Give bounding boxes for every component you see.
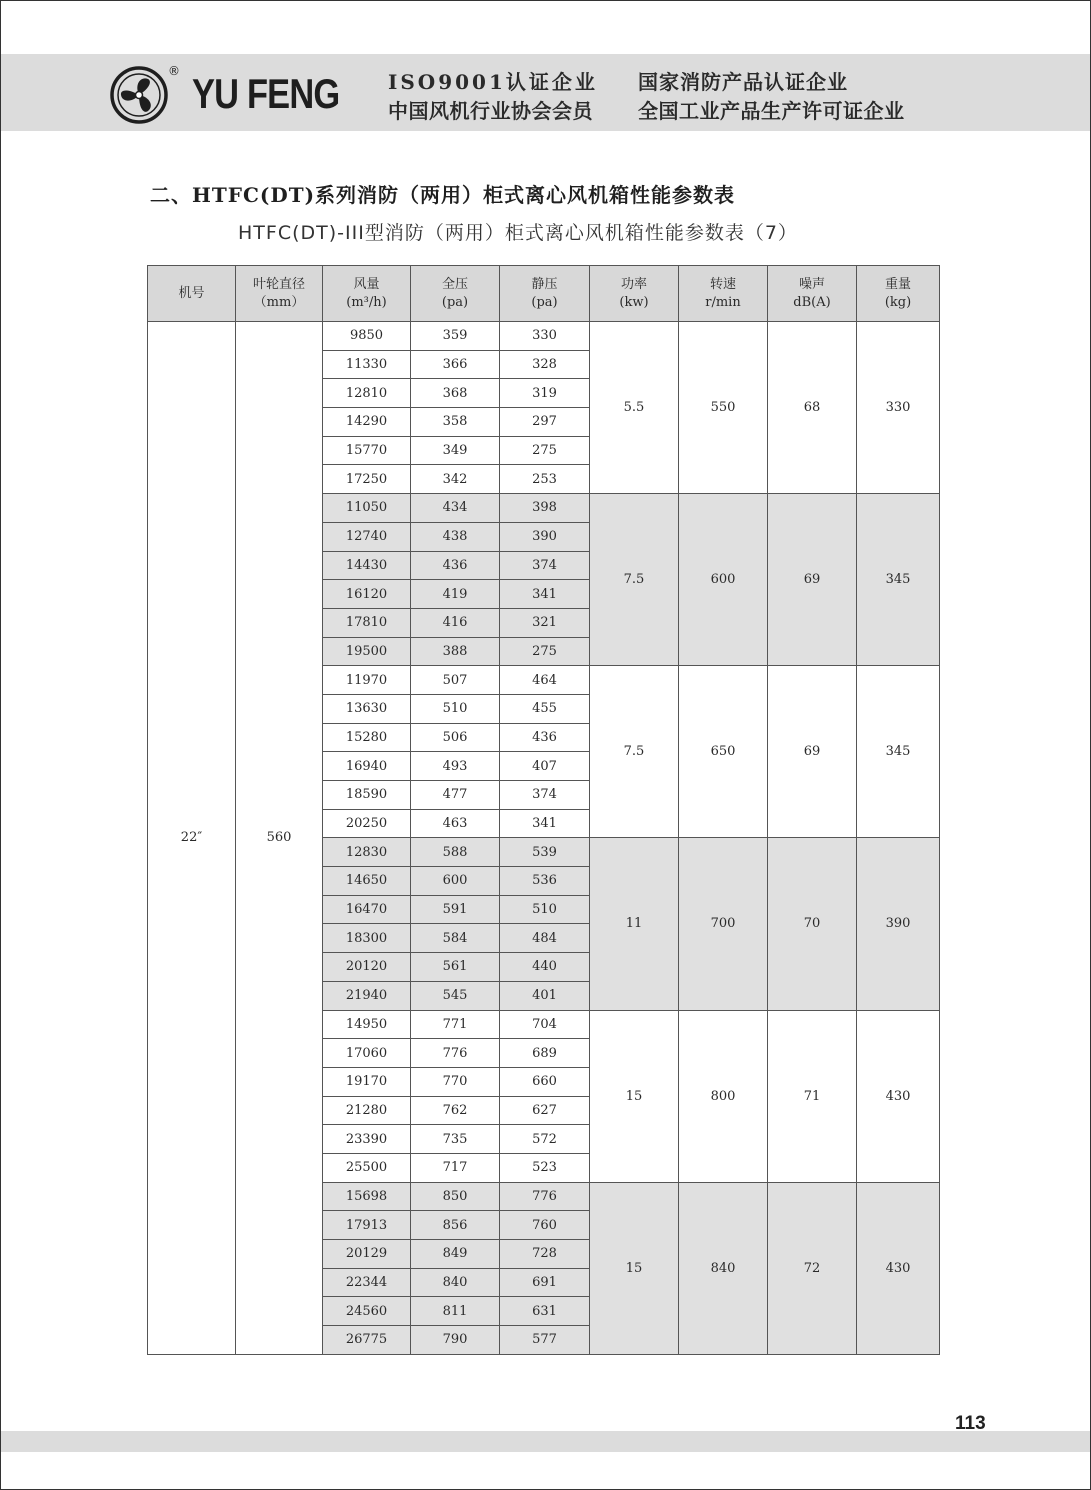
static-pressure-cell: 539 (500, 838, 590, 867)
page-number: 113 (955, 1413, 986, 1434)
header-noise: 噪声 dB(A) (768, 266, 857, 322)
cert-license: 全国工业产品生产许可证企业 (638, 99, 905, 123)
flow-cell: 12810 (323, 379, 411, 408)
cert-fire-product: 国家消防产品认证企业 (638, 70, 848, 94)
static-pressure-cell: 440 (500, 953, 590, 982)
static-pressure-cell: 760 (500, 1211, 590, 1240)
static-pressure-cell: 691 (500, 1268, 590, 1297)
flow-cell: 17913 (323, 1211, 411, 1240)
static-pressure-cell: 297 (500, 408, 590, 437)
impeller-diameter-cell: 560 (236, 322, 323, 1355)
static-pressure-cell: 631 (500, 1297, 590, 1326)
noise-cell: 71 (768, 1010, 857, 1182)
total-pressure-cell: 507 (411, 666, 500, 695)
power-cell: 7.5 (590, 666, 679, 838)
flow-cell: 12830 (323, 838, 411, 867)
power-cell: 11 (590, 838, 679, 1010)
total-pressure-cell: 438 (411, 522, 500, 551)
header-weight: 重量 (kg) (857, 266, 940, 322)
speed-cell: 550 (679, 322, 768, 494)
static-pressure-cell: 407 (500, 752, 590, 781)
static-pressure-cell: 275 (500, 637, 590, 666)
header-model: 机号 (148, 266, 236, 322)
power-cell: 15 (590, 1010, 679, 1182)
total-pressure-cell: 850 (411, 1182, 500, 1211)
flow-cell: 11970 (323, 666, 411, 695)
total-pressure-cell: 388 (411, 637, 500, 666)
static-pressure-cell: 341 (500, 809, 590, 838)
total-pressure-cell: 342 (411, 465, 500, 494)
total-pressure-cell: 359 (411, 322, 500, 351)
static-pressure-cell: 577 (500, 1326, 590, 1355)
total-pressure-cell: 776 (411, 1039, 500, 1068)
model-cell: 22″ (148, 322, 236, 1355)
header-speed: 转速 r/min (679, 266, 768, 322)
flow-cell: 16940 (323, 752, 411, 781)
static-pressure-cell: 510 (500, 895, 590, 924)
header-total-pressure: 全压 (pa) (411, 266, 500, 322)
section-heading: 二、HTFC(DT)系列消防（两用）柜式离心风机箱性能参数表 (150, 183, 736, 207)
power-cell: 5.5 (590, 322, 679, 494)
weight-cell: 345 (857, 494, 940, 666)
weight-cell: 390 (857, 838, 940, 1010)
total-pressure-cell: 600 (411, 867, 500, 896)
total-pressure-cell: 584 (411, 924, 500, 953)
total-pressure-cell: 368 (411, 379, 500, 408)
cert-iso: ISO9001认证企业 (388, 70, 598, 94)
total-pressure-cell: 811 (411, 1297, 500, 1326)
total-pressure-cell: 463 (411, 809, 500, 838)
flow-cell: 20120 (323, 953, 411, 982)
flow-cell: 15770 (323, 436, 411, 465)
flow-cell: 11330 (323, 350, 411, 379)
total-pressure-cell: 717 (411, 1153, 500, 1182)
weight-cell: 345 (857, 666, 940, 838)
power-cell: 7.5 (590, 494, 679, 666)
total-pressure-cell: 735 (411, 1125, 500, 1154)
flow-cell: 22344 (323, 1268, 411, 1297)
flow-cell: 16120 (323, 580, 411, 609)
speed-cell: 800 (679, 1010, 768, 1182)
static-pressure-cell: 455 (500, 694, 590, 723)
flow-cell: 17250 (323, 465, 411, 494)
weight-cell: 430 (857, 1010, 940, 1182)
flow-cell: 20129 (323, 1240, 411, 1269)
flow-cell: 13630 (323, 694, 411, 723)
total-pressure-cell: 849 (411, 1240, 500, 1269)
flow-cell: 25500 (323, 1153, 411, 1182)
total-pressure-cell: 349 (411, 436, 500, 465)
static-pressure-cell: 275 (500, 436, 590, 465)
flow-cell: 14950 (323, 1010, 411, 1039)
noise-cell: 68 (768, 322, 857, 494)
table-row (148, 322, 940, 351)
static-pressure-cell: 328 (500, 350, 590, 379)
static-pressure-cell: 627 (500, 1096, 590, 1125)
header-impeller: 叶轮直径 （mm） (236, 266, 323, 322)
static-pressure-cell: 776 (500, 1182, 590, 1211)
flow-cell: 12740 (323, 522, 411, 551)
total-pressure-cell: 762 (411, 1096, 500, 1125)
footer-band (1, 1431, 1090, 1452)
static-pressure-cell: 390 (500, 522, 590, 551)
static-pressure-cell: 374 (500, 551, 590, 580)
total-pressure-cell: 856 (411, 1211, 500, 1240)
flow-cell: 19170 (323, 1067, 411, 1096)
total-pressure-cell: 588 (411, 838, 500, 867)
flow-cell: 23390 (323, 1125, 411, 1154)
flow-cell: 15698 (323, 1182, 411, 1211)
total-pressure-cell: 771 (411, 1010, 500, 1039)
total-pressure-cell: 561 (411, 953, 500, 982)
flow-cell: 15280 (323, 723, 411, 752)
noise-cell: 72 (768, 1182, 857, 1354)
total-pressure-cell: 477 (411, 781, 500, 810)
flow-cell: 21940 (323, 981, 411, 1010)
static-pressure-cell: 321 (500, 608, 590, 637)
total-pressure-cell: 358 (411, 408, 500, 437)
table-body (148, 322, 940, 1355)
noise-cell: 70 (768, 838, 857, 1010)
flow-cell: 11050 (323, 494, 411, 523)
flow-cell: 14650 (323, 867, 411, 896)
static-pressure-cell: 319 (500, 379, 590, 408)
static-pressure-cell: 374 (500, 781, 590, 810)
total-pressure-cell: 366 (411, 350, 500, 379)
total-pressure-cell: 416 (411, 608, 500, 637)
static-pressure-cell: 484 (500, 924, 590, 953)
flow-cell: 19500 (323, 637, 411, 666)
total-pressure-cell: 840 (411, 1268, 500, 1297)
total-pressure-cell: 545 (411, 981, 500, 1010)
header-flow: 风量 (m³/h) (323, 266, 411, 322)
flow-cell: 18300 (323, 924, 411, 953)
flow-cell: 9850 (323, 322, 411, 351)
static-pressure-cell: 341 (500, 580, 590, 609)
power-cell: 15 (590, 1182, 679, 1354)
cert-association: 中国风机行业协会会员 (388, 99, 593, 123)
flow-cell: 14430 (323, 551, 411, 580)
flow-cell: 16470 (323, 895, 411, 924)
noise-cell: 69 (768, 666, 857, 838)
total-pressure-cell: 506 (411, 723, 500, 752)
static-pressure-cell: 523 (500, 1153, 590, 1182)
total-pressure-cell: 419 (411, 580, 500, 609)
fan-logo-icon (110, 66, 168, 124)
total-pressure-cell: 790 (411, 1326, 500, 1355)
table-header-row (148, 266, 940, 322)
static-pressure-cell: 704 (500, 1010, 590, 1039)
total-pressure-cell: 591 (411, 895, 500, 924)
flow-cell: 18590 (323, 781, 411, 810)
static-pressure-cell: 464 (500, 666, 590, 695)
table-title: HTFC(DT)-III型消防（两用）柜式离心风机箱性能参数表（7） (238, 222, 798, 244)
flow-cell: 14290 (323, 408, 411, 437)
static-pressure-cell: 436 (500, 723, 590, 752)
flow-cell: 24560 (323, 1297, 411, 1326)
static-pressure-cell: 689 (500, 1039, 590, 1068)
speed-cell: 650 (679, 666, 768, 838)
static-pressure-cell: 401 (500, 981, 590, 1010)
flow-cell: 17060 (323, 1039, 411, 1068)
flow-cell: 21280 (323, 1096, 411, 1125)
static-pressure-cell: 398 (500, 494, 590, 523)
total-pressure-cell: 770 (411, 1067, 500, 1096)
noise-cell: 69 (768, 494, 857, 666)
performance-table (147, 265, 940, 1355)
static-pressure-cell: 572 (500, 1125, 590, 1154)
flow-cell: 17810 (323, 608, 411, 637)
total-pressure-cell: 493 (411, 752, 500, 781)
registered-mark: ® (168, 64, 180, 78)
header-static-pressure: 静压 (pa) (500, 266, 590, 322)
static-pressure-cell: 330 (500, 322, 590, 351)
weight-cell: 430 (857, 1182, 940, 1354)
total-pressure-cell: 434 (411, 494, 500, 523)
speed-cell: 840 (679, 1182, 768, 1354)
static-pressure-cell: 253 (500, 465, 590, 494)
static-pressure-cell: 536 (500, 867, 590, 896)
flow-cell: 26775 (323, 1326, 411, 1355)
total-pressure-cell: 510 (411, 694, 500, 723)
total-pressure-cell: 436 (411, 551, 500, 580)
header-power: 功率 (kw) (590, 266, 679, 322)
flow-cell: 20250 (323, 809, 411, 838)
static-pressure-cell: 728 (500, 1240, 590, 1269)
speed-cell: 600 (679, 494, 768, 666)
brand-name: YU FENG (192, 70, 340, 117)
static-pressure-cell: 660 (500, 1067, 590, 1096)
weight-cell: 330 (857, 322, 940, 494)
speed-cell: 700 (679, 838, 768, 1010)
